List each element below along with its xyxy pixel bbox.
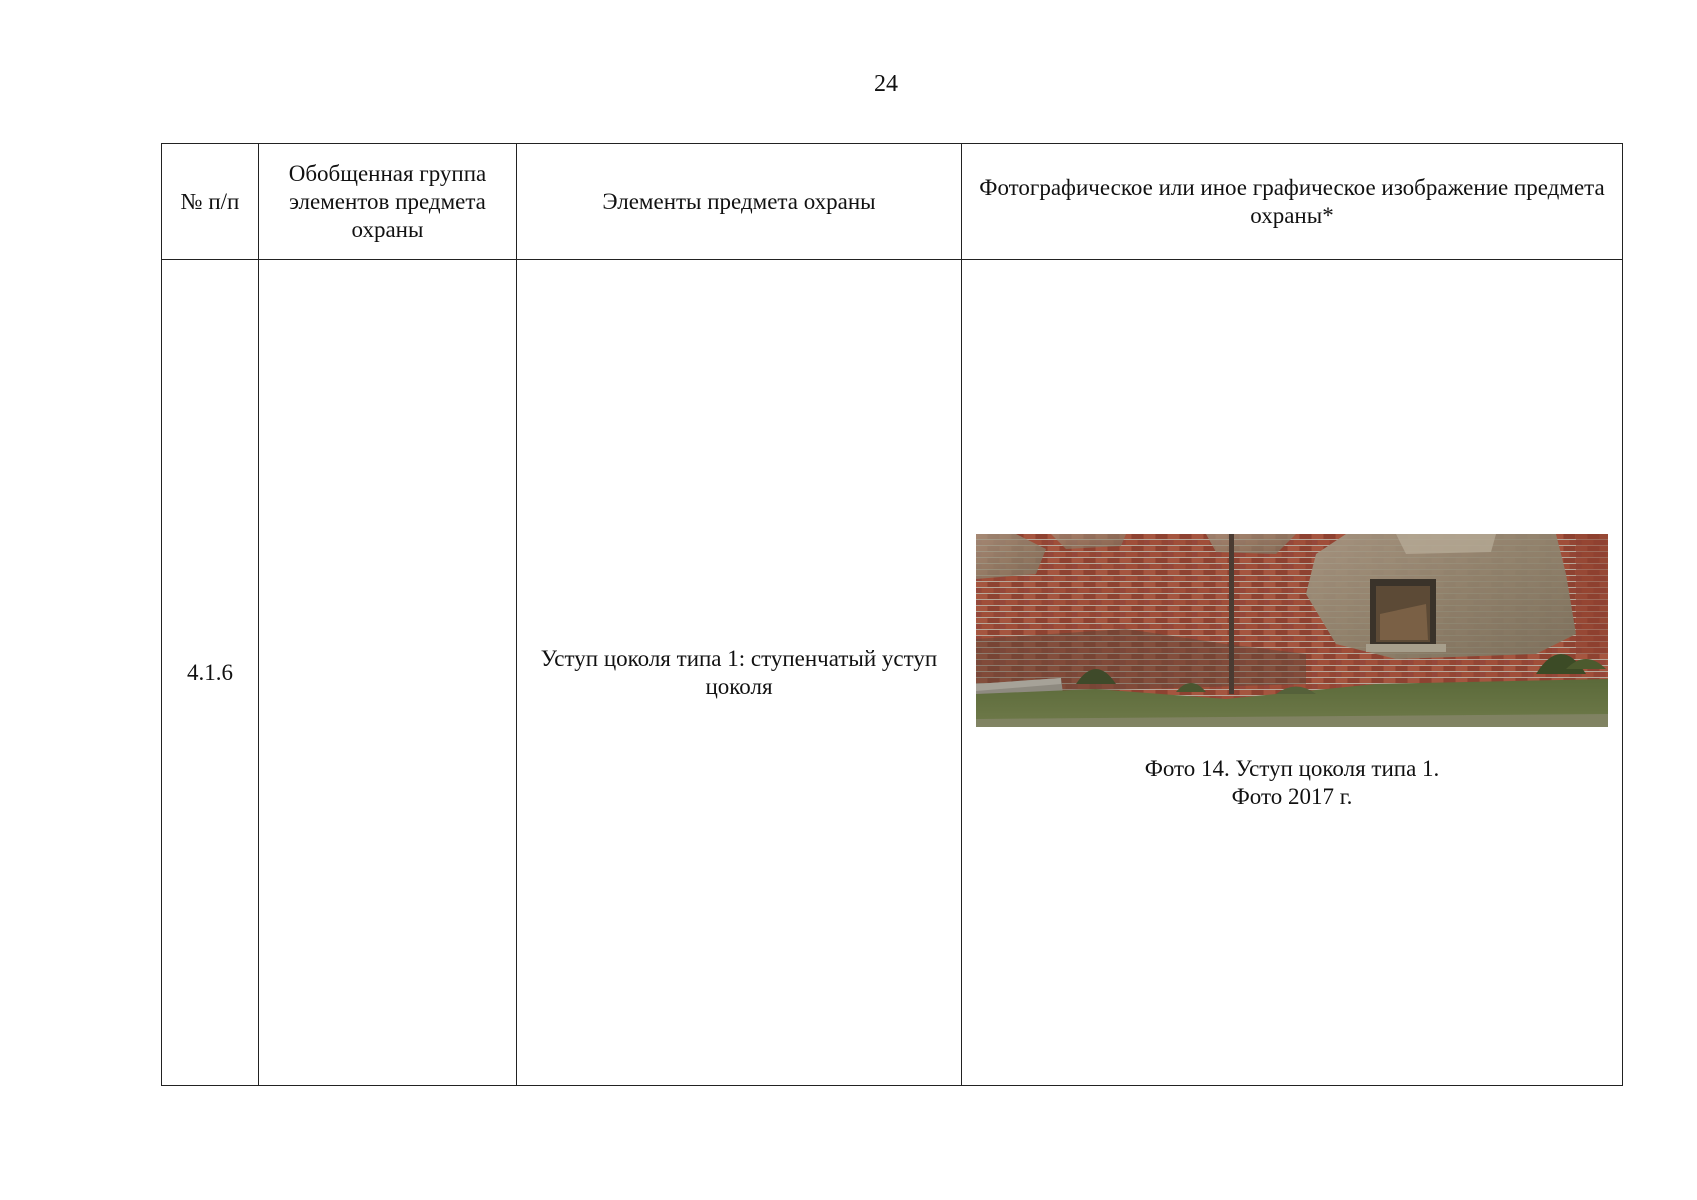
brick-wall-photo-svg [976, 534, 1608, 727]
protection-table [161, 143, 1623, 1086]
table-row [162, 260, 1623, 1086]
photo-block [976, 534, 1608, 811]
header-elements: Элементы предмета охраны [517, 144, 962, 260]
row-image-cell [962, 260, 1623, 1086]
photo-caption [976, 755, 1608, 811]
header-image: Фотографическое или иное графическое изображение предмета охраны* [962, 144, 1623, 260]
table-header-row [162, 144, 1623, 260]
photo-caption-line-2: Фото 2017 г. [1231, 784, 1353, 809]
header-group: Обобщенная группа элементов предмета охраны [259, 144, 517, 260]
page-number: 24 [874, 71, 898, 97]
row-group [259, 260, 517, 1086]
row-num: 4.1.6 [162, 260, 259, 1086]
row-element: Уступ цоколя типа 1: ступенчатый уступ цоколя [517, 260, 962, 1086]
photo-caption-line-1: Фото 14. Уступ цоколя типа 1. [1144, 756, 1440, 781]
header-num: № п/п [162, 144, 259, 260]
brick-wall-photo [976, 534, 1608, 727]
